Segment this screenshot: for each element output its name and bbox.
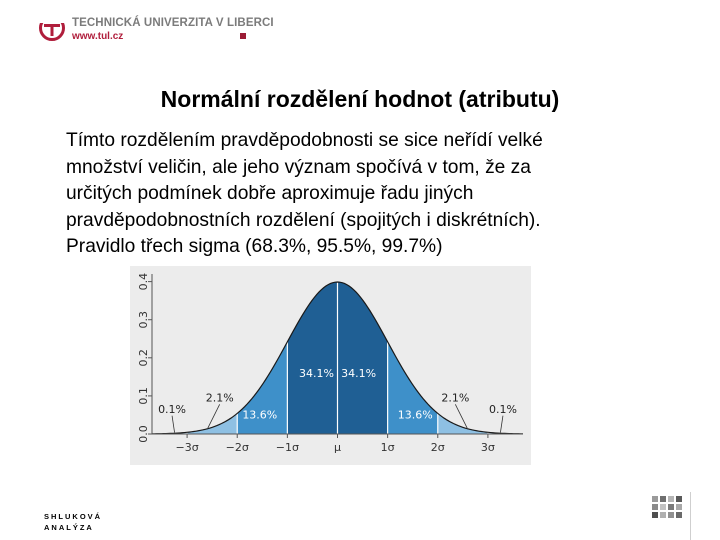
band-percent-label: 0.1%: [488, 403, 517, 417]
footer-line-2: ANALÝZA: [44, 523, 94, 532]
distribution-band: [287, 282, 337, 434]
band-percent-label: 34.1%: [341, 366, 377, 380]
university-logo: [38, 14, 274, 44]
y-tick-label: 0.4: [137, 272, 150, 291]
grid-square: [676, 504, 682, 510]
body-line: pravděpodobnostních rozdělení (spojitých i diskrétních).: [66, 209, 541, 231]
band-percent-label: 13.6%: [242, 408, 278, 422]
x-tick-label: −3σ: [175, 441, 199, 454]
x-tick-label: 1σ: [380, 441, 395, 454]
corner-divider: [690, 492, 691, 540]
y-tick-label: 0.0: [137, 425, 150, 443]
chart-svg: [130, 266, 531, 465]
grid-square: [676, 512, 682, 518]
band-percent-label: 0.1%: [158, 403, 187, 417]
x-tick-label: −2σ: [225, 441, 249, 454]
footer-line-1: SHLUKOVÁ: [44, 512, 103, 521]
body-line: Tímto rozdělením pravděpodobnosti se sice neřídí velké: [66, 130, 543, 151]
band-percent-label: 2.1%: [205, 391, 234, 405]
label-leader: [500, 416, 503, 433]
university-name: TECHNICKÁ UNIVERZITA V LIBERCI: [72, 17, 274, 29]
body-line: Pravidlo třech sigma (68.3%, 95.5%, 99.7%): [66, 236, 443, 257]
body-line: určitých podmínek dobře aproximuje řadu jiných: [66, 183, 474, 204]
band-percent-label: 2.1%: [441, 391, 470, 405]
y-tick-label: 0.1: [137, 387, 150, 405]
grid-square: [652, 512, 658, 518]
x-tick-label: 3σ: [480, 441, 495, 454]
grid-square: [668, 504, 674, 510]
body-line: množství veličin, ale jeho význam spočívá v tom, že za: [66, 156, 531, 178]
slide-title: Normální rozdělení hodnot (atributu): [160, 86, 560, 112]
band-percent-label: 13.6%: [397, 408, 433, 422]
slide-body: [66, 128, 686, 261]
grid-square: [660, 504, 666, 510]
distribution-band: [338, 282, 388, 434]
tul-logo-icon: [38, 14, 66, 42]
y-tick-label: 0.3: [137, 310, 150, 329]
normal-distribution-chart: [130, 266, 531, 465]
university-url[interactable]: www.tul.cz: [72, 31, 124, 42]
grid-square: [676, 496, 682, 502]
label-leader: [172, 416, 175, 433]
y-tick-label: 0.2: [137, 349, 150, 367]
x-tick-label: μ: [334, 441, 341, 454]
grid-square: [660, 512, 666, 518]
grid-square: [652, 496, 658, 502]
footer-label: [44, 511, 102, 533]
x-tick-label: −1σ: [275, 441, 299, 454]
band-percent-label: 34.1%: [298, 366, 334, 380]
grid-square: [660, 496, 666, 502]
corner-grid-icon: [652, 496, 686, 520]
grid-square: [668, 512, 674, 518]
grid-square: [668, 496, 674, 502]
grid-square: [652, 504, 658, 510]
x-tick-label: 2σ: [430, 441, 445, 454]
logo-accent-square: [240, 33, 246, 39]
